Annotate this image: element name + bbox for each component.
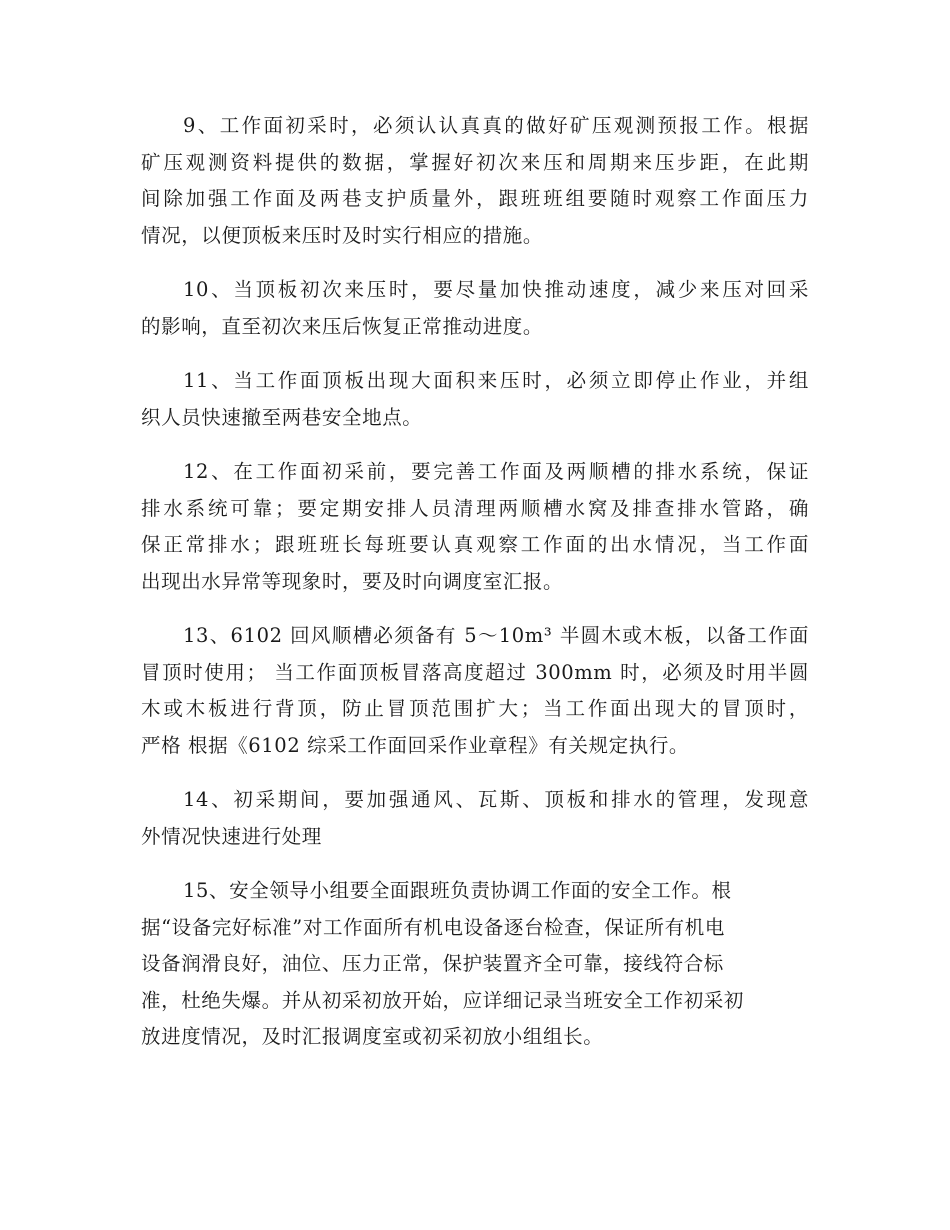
text-line: 严格 根据《6102 综采工作面回采作业章程》有关规定执行。 <box>141 733 690 757</box>
text-line: 12、在工作面初采前，要完善工作面及两顺槽的排水系统，保证 <box>183 460 809 483</box>
text-line: 设备润滑良好，油位、压力正常，保护装置齐全可靠，接线符合标 <box>141 952 724 975</box>
text-line: 冒顶时使用； 当工作面顶板冒落高度超过 300mm 时，必须及时用半圆 <box>141 660 809 684</box>
paragraph-item-10 <box>141 272 809 345</box>
text-line: 木或木板进行背顶，防止冒顶范围扩大；当工作面出现大的冒顶时， <box>141 697 809 720</box>
document-body <box>141 108 809 1074</box>
text-line: 10、当顶板初次来压时，要尽量加快推动速度，减少来压对回采 <box>183 278 809 301</box>
text-line: 11、当工作面顶板出现大面积来压时，必须立即停止作业，并组 <box>183 369 809 392</box>
paragraph-item-12 <box>141 454 809 600</box>
text-line: 准，杜绝失爆。并从初采初放开始，应详细记录当班安全工作初采初 <box>141 988 745 1012</box>
text-line: 外情况快速进行处理 <box>141 824 322 848</box>
text-line: 出现出水异常等现象时，要及时向调度室汇报。 <box>141 569 564 593</box>
text-line: 保正常排水；跟班班长每班要认真观察工作面的出水情况，当工作面 <box>141 533 809 556</box>
paragraph-item-11 <box>141 363 809 436</box>
paragraph-item-15 <box>141 873 809 1056</box>
text-line: 矿压观测资料提供的数据，掌握好初次来压和周期来压步距，在此期 <box>141 150 809 174</box>
paragraph-item-13 <box>141 618 809 764</box>
text-line: 排水系统可靠；要定期安排人员清理两顺槽水窝及排查排水管路，确 <box>141 496 809 520</box>
text-line: 15、安全领导小组要全面跟班负责协调工作面的安全工作。根 <box>183 879 732 902</box>
text-line: 放进度情况，及时汇报调度室或初采初放小组组长。 <box>141 1025 604 1048</box>
text-line: 的影响，直至初次来压后恢复正常推动进度。 <box>141 314 544 338</box>
text-line: 据“设备完好标准”对工作面所有机电设备逐台检查，保证所有机电 <box>141 915 725 939</box>
text-line: 情况，以便顶板来压时及时实行相应的措施。 <box>141 223 544 247</box>
text-line: 9、工作面初采时，必须认认真真的做好矿压观测预报工作。根据 <box>183 114 809 137</box>
paragraph-item-9 <box>141 108 809 254</box>
text-line: 14、初采期间，要加强通风、瓦斯、顶板和排水的管理，发现意 <box>183 788 809 811</box>
text-line: 织人员快速撤至两巷安全地点。 <box>141 405 423 429</box>
paragraph-item-14 <box>141 782 809 855</box>
text-line: 间除加强工作面及两巷支护质量外，跟班班组要随时观察工作面压力 <box>141 187 809 210</box>
text-line: 13、6102 回风顺槽必须备有 5～10m³ 半圆木或木板，以备工作面 <box>183 624 809 647</box>
